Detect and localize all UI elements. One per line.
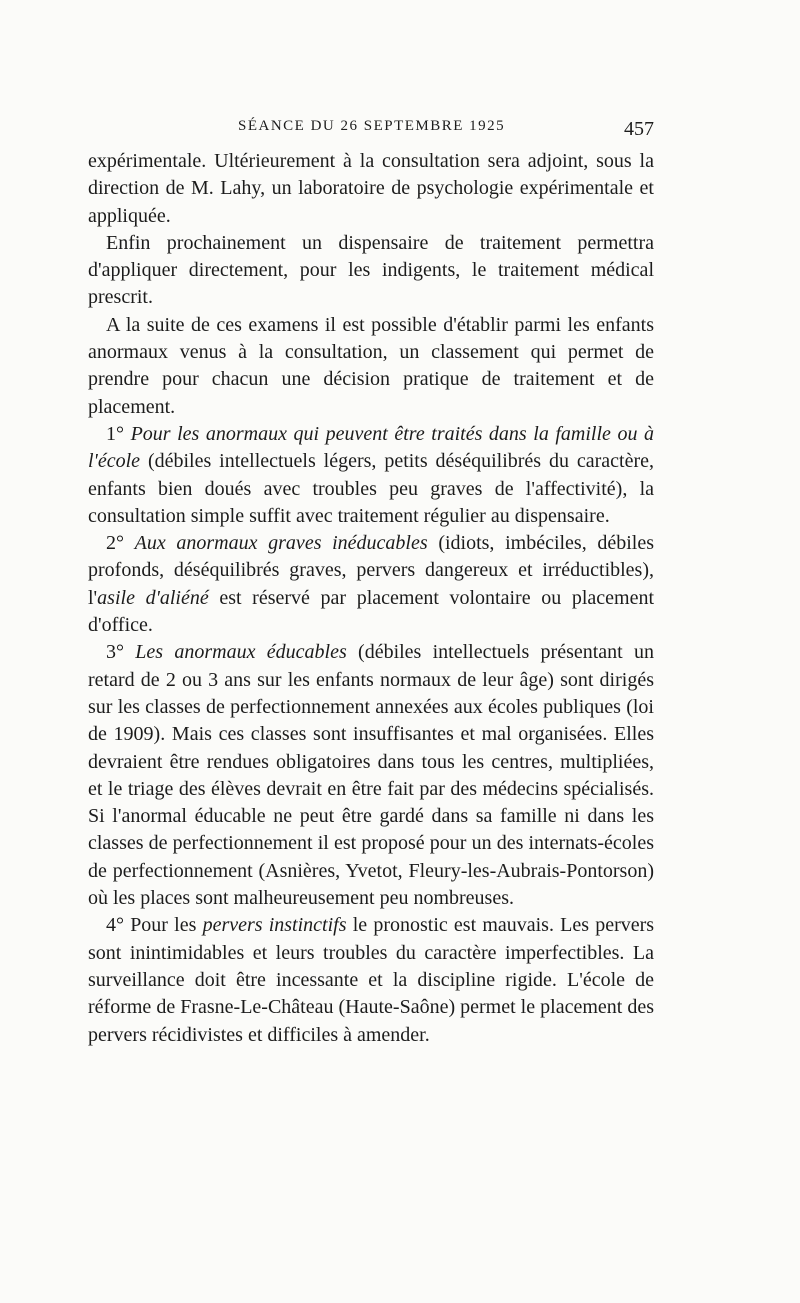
italic-term: asile d'aliéné (97, 586, 209, 609)
list-item-1: 1° Pour les anormaux qui peuvent être traités dans la famille ou à l'école (débiles intellectuels légers, petits déséquilibrés du caractère, enfants bien doués avec troubles peu graves de l'affectivité), la consultation simple suffit avec traitement régulier au dispensaire. (88, 422, 655, 527)
page-number: 457 (624, 118, 654, 140)
italic-heading: Aux anormaux graves inéducables (134, 532, 428, 555)
italic-heading: pervers instinctifs (202, 914, 347, 937)
item-number: 3° (106, 641, 124, 664)
running-header (88, 118, 654, 142)
italic-heading: Pour les anormaux qui peuvent être traités dans la famille ou à l'école (88, 422, 655, 473)
body-text (88, 148, 654, 1049)
italic-heading: Les anormaux éducables (135, 641, 347, 664)
item-number: 1° (106, 422, 124, 445)
paragraph: A la suite de ces examens il est possible d'établir parmi les enfants anormaux venus à la consultation, un classement qui permet de prendre pour chacun une décision pratique de traitement et de placement. (88, 313, 654, 418)
running-title: SÉANCE DU 26 SEPTEMBRE 1925 (238, 118, 506, 134)
item-number: 2° (106, 532, 124, 555)
list-item-4: 4° Pour les pervers instinctifs le pronostic est mauvais. Les pervers sont inintimidables et leurs troubles du caractère imperfectibles. La surveillance doit être incessante et la discipline rigide. L'école de réforme de Frasne-Le-Château (Haute-Saône) permet le placement des pervers récidivistes et difficiles à amender. (88, 914, 655, 1046)
paragraph: Enfin prochainement un dispensaire de traitement permettra d'appliquer directement, pour les indigents, le traitement médical prescrit. (88, 231, 654, 309)
item-number: 4° (106, 914, 124, 937)
list-item-3: 3° Les anormaux éducables (débiles intellectuels présentant un retard de 2 ou 3 ans sur les enfants normaux de leur âge) sont dirigés sur les classes de perfectionnement annexées aux écoles publiques (loi de 1909). Mais ces classes sont insuffisantes et mal organisées. Elles devraient être rendues obligatoires dans tous les centres, multipliées, et le triage des élèves devrait en être fait par des médecins spécialisés. Si l'anormal éducable ne peut être gardé dans sa famille ni dans les classes de perfectionnement il est proposé pour un des internats-écoles de perfectionnement (Asnières, Yvetot, Fleury-les-Aubrais-Pontorson) où les places sont malheureusement peu nombreuses. (88, 641, 655, 910)
paragraph: expérimentale. Ultérieurement à la consultation sera adjoint, sous la direction de M. Lahy, un laboratoire de psychologie expérimentale et appliquée. (88, 150, 654, 227)
list-item-2: 2° Aux anormaux graves inéducables (idiots, imbéciles, débiles profonds, déséquilibrés graves, pervers dangereux et irréductibles), l'asile d'aliéné est réservé par placement volontaire ou placement d'office. (88, 532, 655, 637)
